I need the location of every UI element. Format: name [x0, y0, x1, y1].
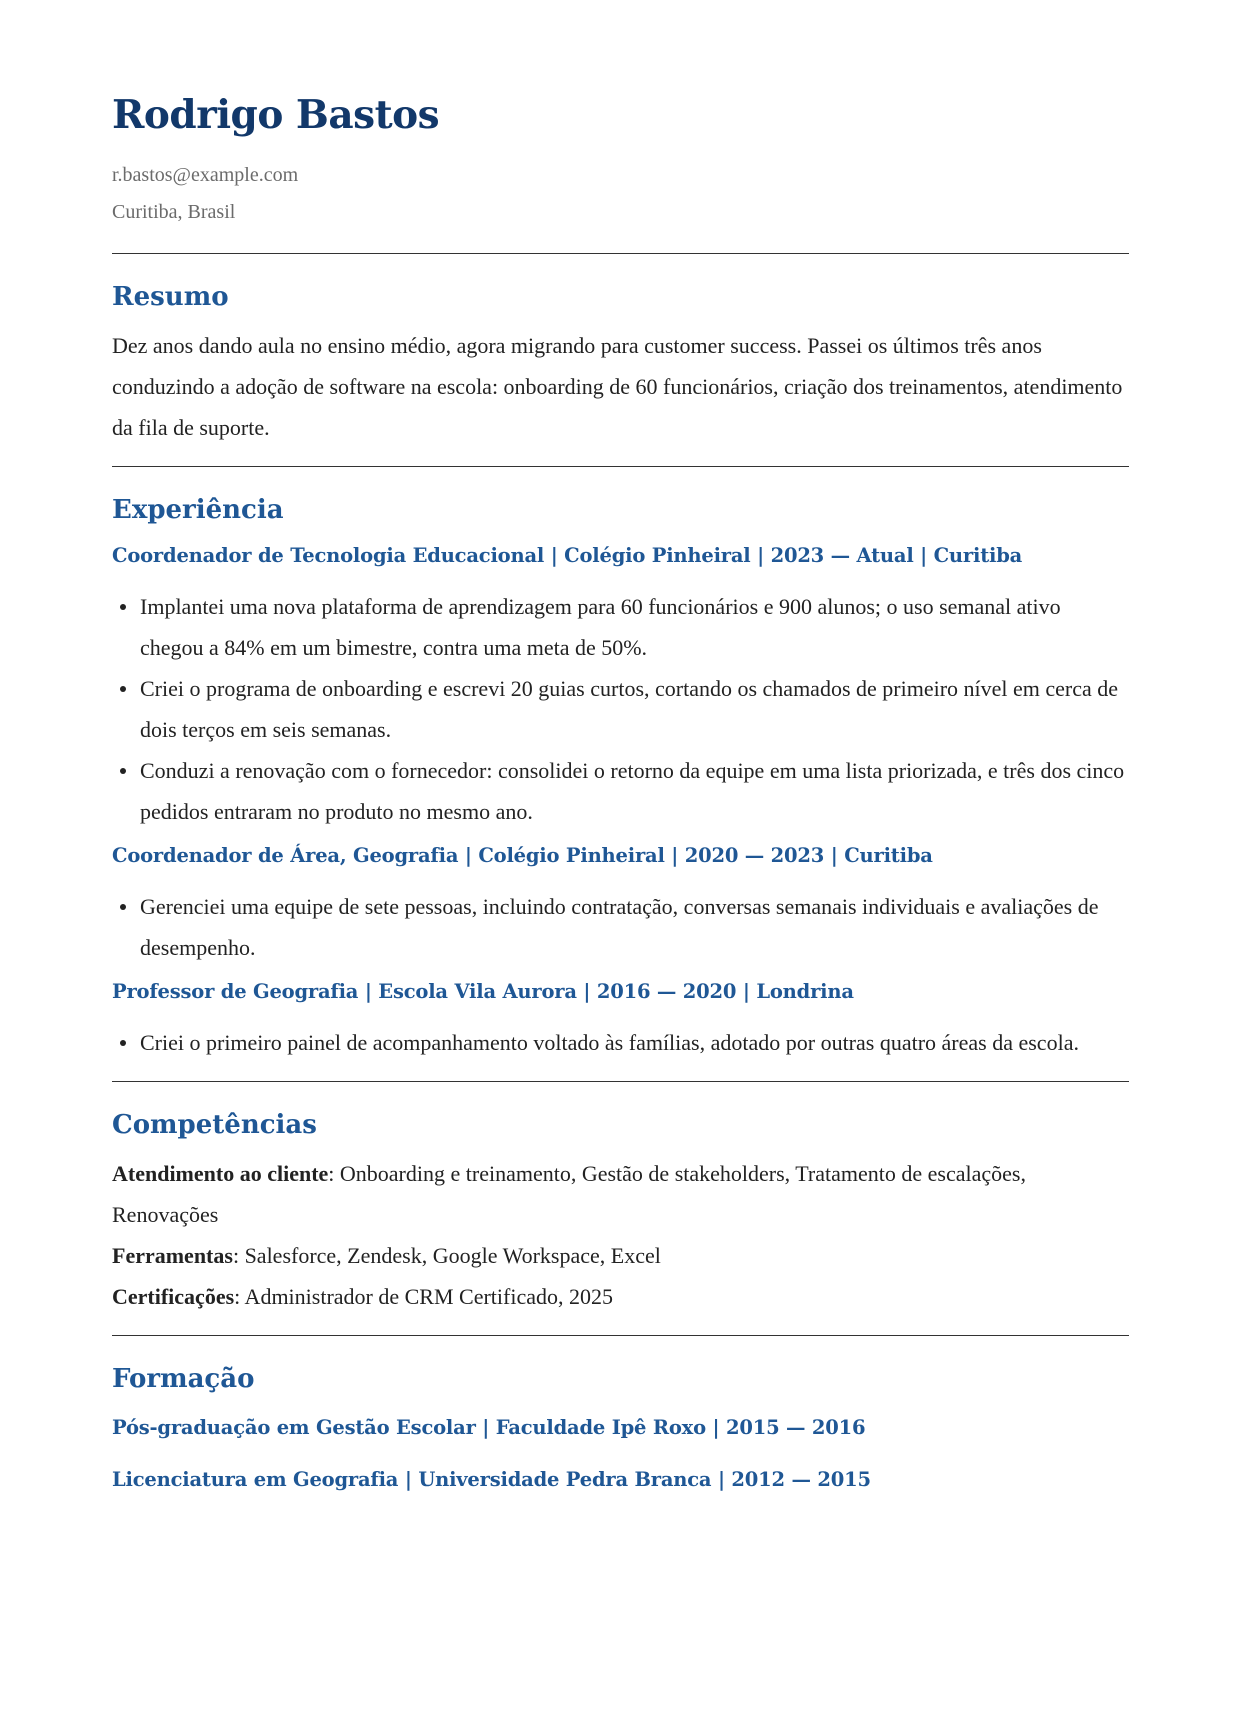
skill-value: : Onboarding e treinamento, Gestão de stakeholders, Tratamento de escalações, Renovações — [112, 1161, 1026, 1228]
job-bullet: Gerenciei uma equipe de sete pessoas, incluindo contratação, conversas semanais individuais e avaliações de desempenho. — [140, 886, 1129, 968]
education-entry: Pós-graduação em Gestão Escolar | Faculdade Ipê Roxo | 2015 — 2016 — [112, 1415, 866, 1439]
experience-title: Experiência — [112, 494, 284, 525]
section-divider — [112, 1335, 1129, 1336]
job-heading: Coordenador de Tecnologia Educacional | Colégio Pinheiral | 2023 — Atual | Curitiba — [112, 544, 1023, 568]
job-bullets — [112, 886, 1129, 968]
job-heading: Coordenador de Área, Geografia | Colégio Pinheiral | 2020 — 2023 | Curitiba — [112, 844, 933, 868]
education-entry: Licenciatura em Geografia | Universidade Pedra Branca | 2012 — 2015 — [112, 1467, 871, 1491]
summary-text: Dez anos dando aula no ensino médio, agora migrando para customer success. Passei os últimos três anos conduzindo a adoção de software na escola: onboarding de 60 funcionários, criação dos treinamentos, atendimento da fila de suporte. — [112, 332, 1123, 440]
education-title: Formação — [112, 1364, 255, 1395]
skill-label: Ferramentas — [112, 1243, 233, 1269]
skill-row — [112, 1153, 1129, 1235]
contact-email: r.bastos@example.com — [112, 163, 299, 186]
skill-row — [112, 1235, 1129, 1276]
job-entry — [112, 542, 1129, 832]
contact-location: Curitiba, Brasil — [112, 200, 236, 223]
skills-list — [112, 1153, 1129, 1317]
skill-label: Certificações — [112, 1284, 235, 1310]
section-divider — [112, 1081, 1129, 1082]
skill-value: : Salesforce, Zendesk, Google Workspace, Excel — [232, 1243, 661, 1269]
skill-value: : Administrador de CRM Certificado, 2025 — [234, 1284, 614, 1310]
skills-title: Competências — [112, 1110, 317, 1141]
job-bullet: Criei o programa de onboarding e escrevi 20 guias curtos, cortando os chamados de primeiro nível em cerca de dois terços em seis semanas. — [140, 668, 1129, 750]
section-divider — [112, 253, 1129, 254]
job-bullets — [112, 586, 1129, 832]
job-bullet: Criei o primeiro painel de acompanhamento voltado às famílias, adotado por outras quatro áreas da escola. — [140, 1022, 1129, 1063]
job-bullet: Implantei uma nova plataforma de aprendizagem para 60 funcionários e 900 alunos; o uso semanal ativo chegou a 84% em um bimestre, contra uma meta de 50%. — [140, 586, 1129, 668]
job-bullet: Conduzi a renovação com o fornecedor: consolidei o retorno da equipe em uma lista priorizada, e três dos cinco pedidos entraram no produto no mesmo ano. — [140, 750, 1129, 832]
skill-row — [112, 1276, 1129, 1317]
job-entry — [112, 842, 1129, 968]
section-divider — [112, 466, 1129, 467]
summary-title: Resumo — [112, 281, 229, 312]
skill-label: Atendimento ao cliente — [112, 1161, 329, 1187]
job-heading: Professor de Geografia | Escola Vila Aurora | 2016 — 2020 | Londrina — [112, 980, 854, 1004]
job-bullets — [112, 1022, 1129, 1063]
candidate-name: Rodrigo Bastos — [112, 92, 440, 138]
job-entry — [112, 978, 1129, 1063]
